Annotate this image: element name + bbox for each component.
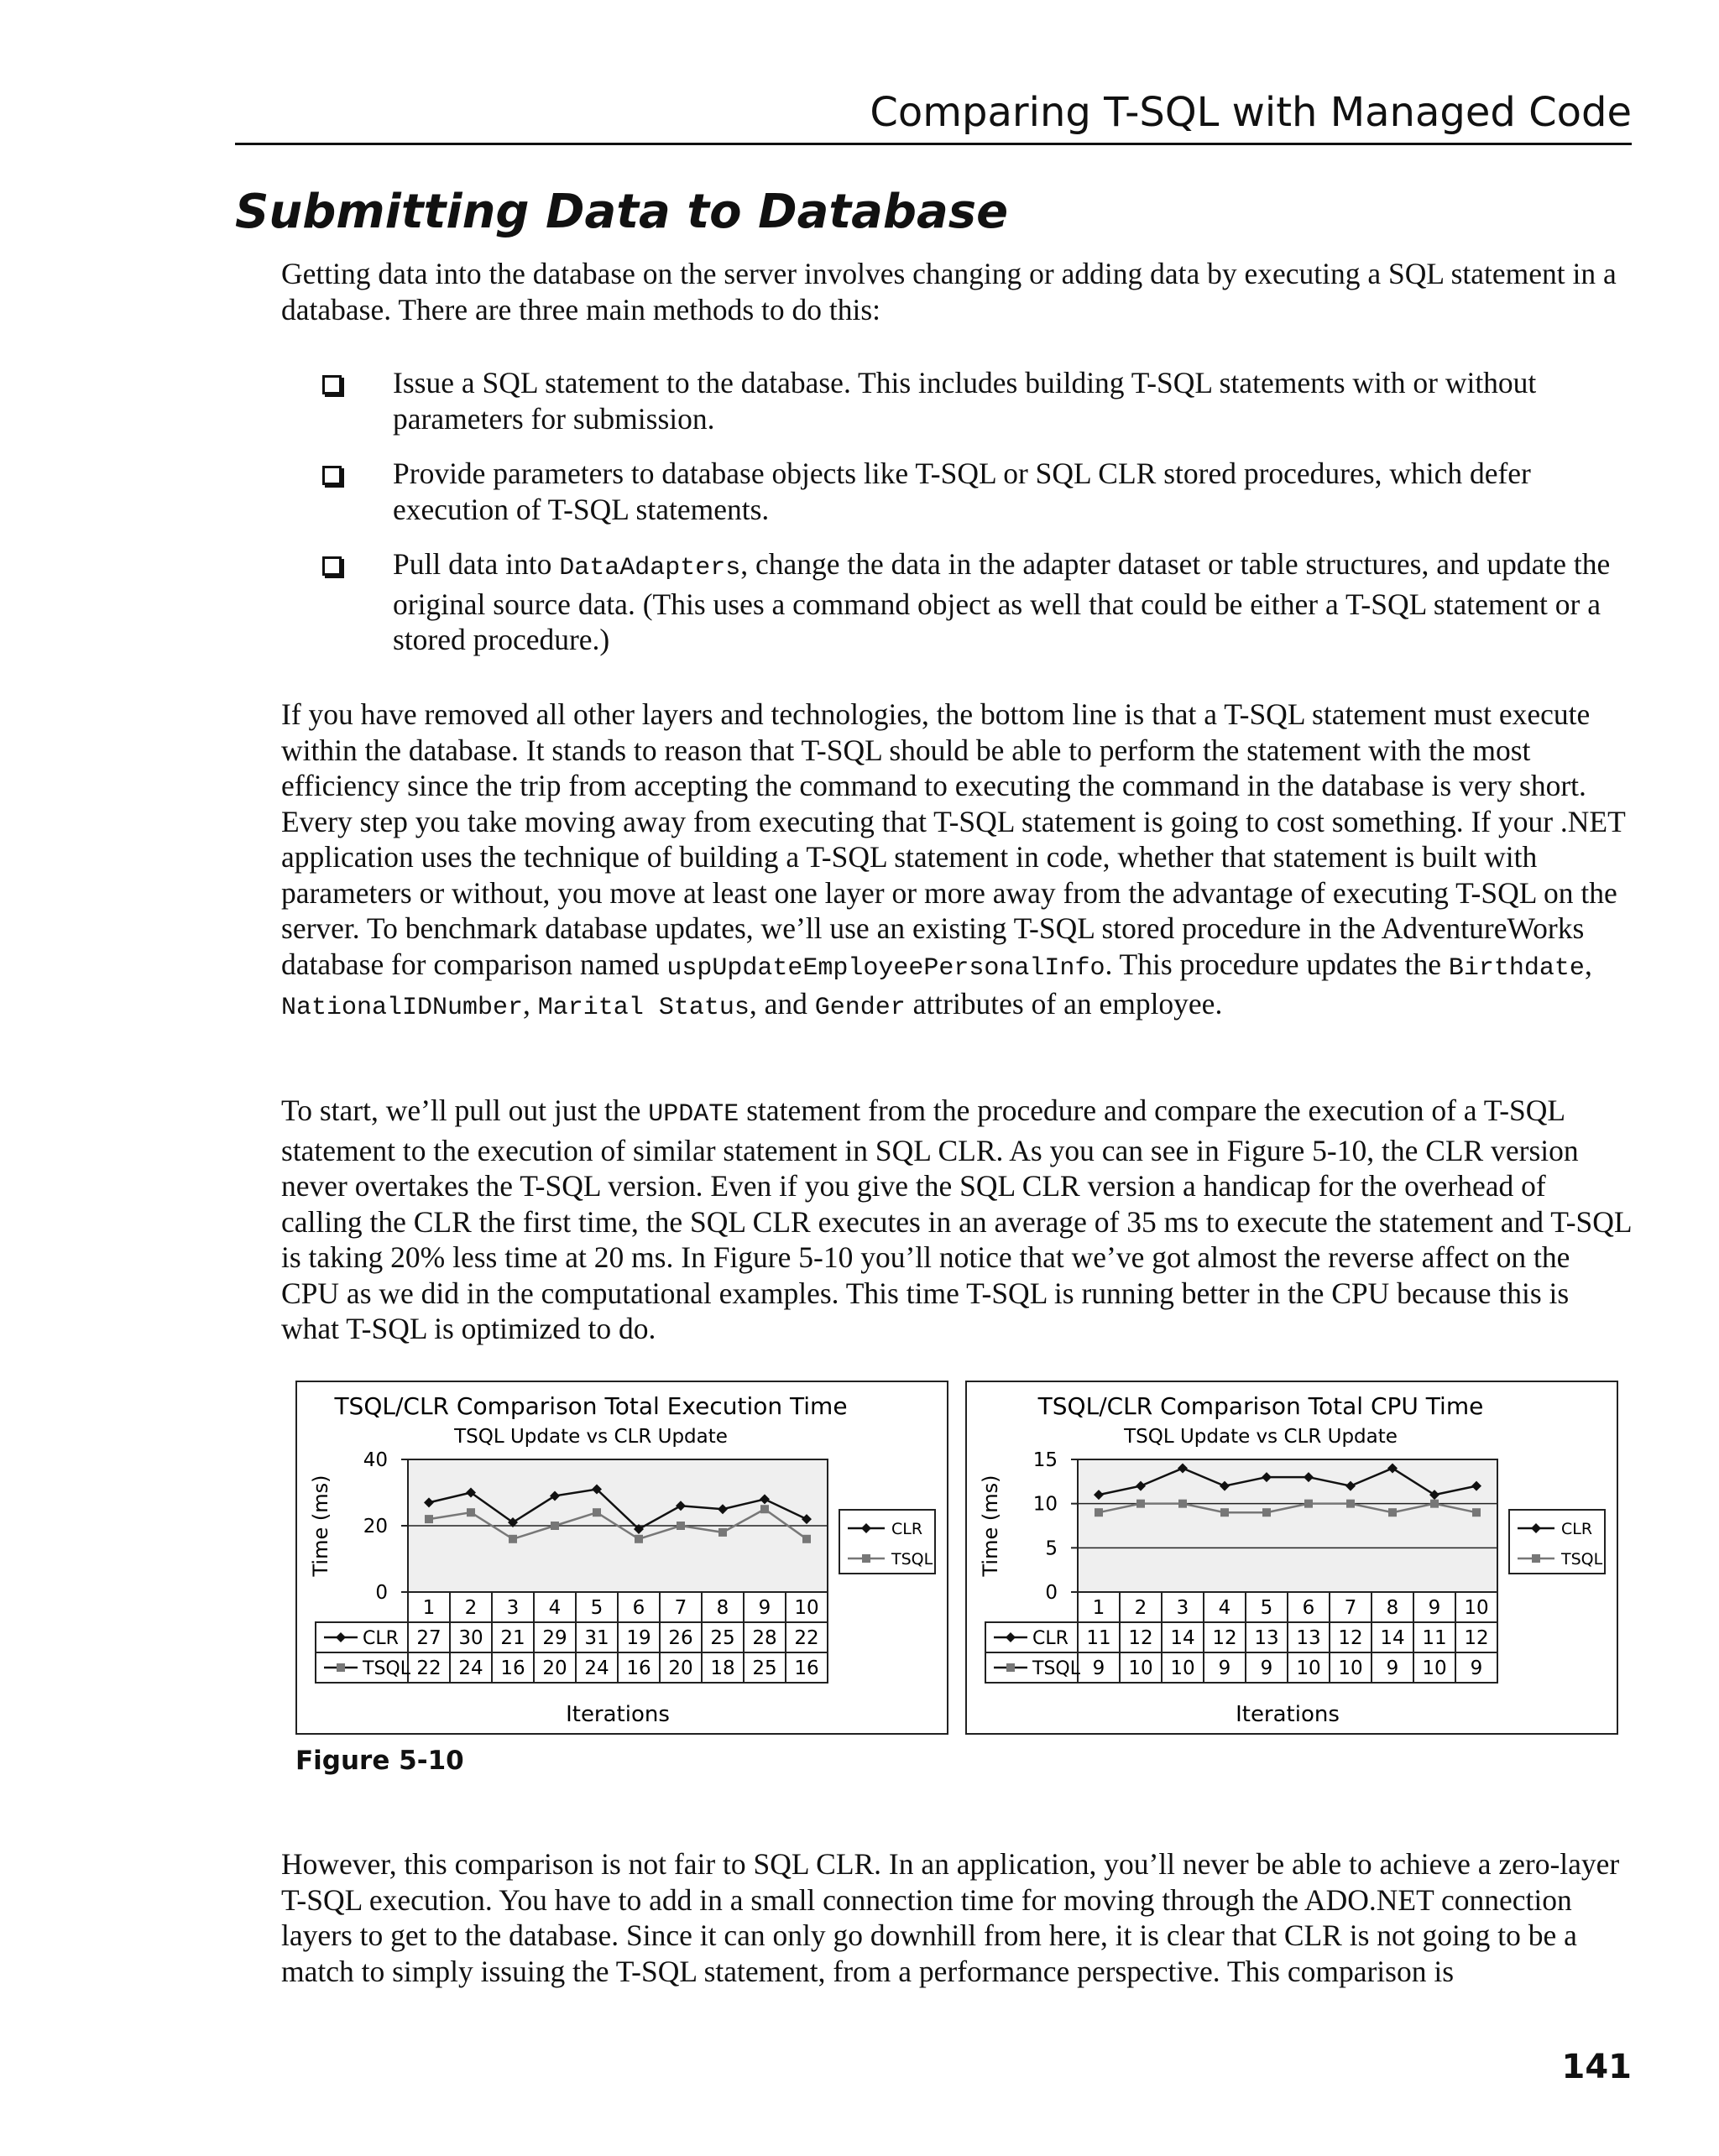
exec-series-tsql-point: [760, 1505, 769, 1513]
para2-text3: attributes of an employee.: [905, 987, 1223, 1021]
intro-text: Getting data into the database on the server involves changing or adding data by executing a SQL statement in a database. There are three main methods to do this:: [281, 257, 1617, 326]
exec-x-tick-label: 3: [506, 1597, 520, 1619]
cpu-y-axis-label: Time (ms): [979, 1475, 1002, 1577]
exec-table-value: 31: [584, 1627, 609, 1649]
cpu-table-value: 10: [1170, 1657, 1195, 1679]
cpu-table-value: 9: [1260, 1657, 1273, 1679]
exec-y-axis-label: Time (ms): [309, 1475, 332, 1577]
cpu-x-tick-label: 5: [1260, 1597, 1273, 1619]
cpu-table-value: 11: [1086, 1627, 1111, 1649]
cpu-table-value: 12: [1212, 1627, 1237, 1649]
chart-execution-time-svg: [297, 1382, 947, 1733]
exec-x-tick-label: 6: [632, 1597, 645, 1619]
exec-x-axis-label: Iterations: [566, 1702, 670, 1727]
cpu-table-value: 14: [1380, 1627, 1405, 1649]
exec-x-tick-label: 9: [758, 1597, 771, 1619]
cpu-series-tsql-point: [1304, 1500, 1313, 1508]
cpu-table-value: 10: [1296, 1657, 1321, 1679]
cpu-series-tsql-point: [1262, 1508, 1271, 1517]
para3-post: statement from the procedure and compare the execution of a T-SQL statement to the execution of similar statement in SQL CLR. As you can see in Figure 5-10, the CLR version never overtakes the T-SQL version. Even if you give the SQL CLR version a handicap for the overhead of calling the CLR the first time, the SQL CLR executes in an average of 35 ms to execute the statement and T-SQL is taking 20% less time at 20 ms. In Figure 5-10 you’ll notice that we’ve got almost the reverse affect on the CPU as we did in the computational examples. This time T-SQL is running better in the CPU because this is what T-SQL is optimized to do.: [281, 1094, 1632, 1345]
cpu-table-key-marker: [1006, 1663, 1015, 1672]
cpu-x-tick-label: 10: [1464, 1597, 1489, 1619]
bullet-item-3-text-post: , change the data in the adapter dataset or table structures, and update the original source data. (This uses a command object as well that could be either a T-SQL statement or a stored procedure.): [393, 547, 1611, 656]
cpu-table-value: 10: [1128, 1657, 1153, 1679]
exec-table-value: 24: [458, 1657, 483, 1679]
exec-table-value: 22: [416, 1657, 442, 1679]
exec-table-value: 29: [542, 1627, 567, 1649]
exec-table-series-name: TSQL: [363, 1658, 410, 1679]
exec-table-value: 25: [710, 1627, 735, 1649]
bullet-list: [319, 365, 1634, 677]
exec-table-series-name: CLR: [363, 1628, 399, 1649]
cpu-table-value: 9: [1470, 1657, 1483, 1679]
exec-legend-label: CLR: [891, 1520, 923, 1538]
exec-series-tsql-point: [677, 1522, 685, 1530]
cpu-legend-label: TSQL: [1561, 1550, 1603, 1569]
bullet-item-3-code: DataAdapters: [559, 554, 741, 582]
cpu-table-value: 9: [1386, 1657, 1399, 1679]
exec-table-value: 30: [458, 1627, 483, 1649]
exec-series-tsql-point: [593, 1508, 601, 1517]
exec-x-tick-label: 4: [548, 1597, 562, 1619]
cpu-x-tick-label: 4: [1218, 1597, 1231, 1619]
update-code: UPDATE: [648, 1100, 739, 1129]
exec-table-value: 21: [500, 1627, 525, 1649]
attr-gender-code: Gender: [814, 994, 906, 1022]
cpu-y-tick-label: 15: [1032, 1449, 1058, 1471]
cpu-y-tick-label: 0: [1045, 1582, 1058, 1604]
cpu-table-value: 9: [1218, 1657, 1231, 1679]
para2-sep3: , and: [749, 987, 815, 1021]
cpu-x-tick-label: 3: [1176, 1597, 1189, 1619]
para2-sep1: ,: [1584, 947, 1592, 981]
running-title: Comparing T-SQL with Managed Code: [870, 89, 1632, 136]
exec-series-tsql-point: [718, 1528, 727, 1537]
cpu-series-tsql-point: [1178, 1500, 1187, 1508]
cpu-legend-marker: [1532, 1554, 1540, 1563]
chart-cpu-time-svg: [967, 1382, 1617, 1733]
cpu-table-value: 11: [1422, 1627, 1447, 1649]
cpu-table-key-marker: [1006, 1632, 1016, 1642]
bullet-item-3: [319, 546, 1634, 658]
attr-birthdate-code: Birthdate: [1448, 953, 1585, 983]
exec-chart-subtitle: TSQL Update vs CLR Update: [454, 1426, 728, 1448]
cpu-table-series-name: TSQL: [1032, 1658, 1080, 1679]
para2-text: If you have removed all other layers and technologies, the bottom line is that a T-SQL statement must execute within the database. It stands to reason that T-SQL should be able to perform the statement with the most efficiency since the trip from accepting the command to executing the command in the database is very short. Every step you take moving away from executing that T-SQL statement is going to cost something. If your .NET application uses the technique of building a T-SQL statement in code, whether that statement is built with parameters or without, you move at least one layer or more away from the advantage of executing T-SQL on the server. To benchmark database updates, we’ll use an existing T-SQL stored procedure in the AdventureWorks database for comparison named: [281, 697, 1626, 981]
exec-table-value: 16: [500, 1657, 525, 1679]
exec-table-value: 25: [752, 1657, 777, 1679]
exec-legend-marker: [862, 1554, 870, 1563]
cpu-legend-label: CLR: [1561, 1520, 1593, 1538]
para2-text2: . This procedure updates the: [1105, 947, 1449, 981]
cpu-series-tsql-point: [1346, 1500, 1355, 1508]
cpu-table-value: 14: [1170, 1627, 1195, 1649]
bullet-item-1: [319, 365, 1634, 436]
cpu-series-tsql-point: [1220, 1508, 1229, 1517]
para4-text: However, this comparison is not fair to SQL CLR. In an application, you’ll never be able to achieve a zero-layer T-SQL execution. You have to add in a small connection time for moving through the ADO.NET connection layers to get to the database. Since it can only go downhill from here, it is clear that CLR is not going to be a match to simply issuing the T-SQL statement, from a performance perspective. This comparison is: [281, 1847, 1620, 1988]
figure-caption: Figure 5-10: [295, 1746, 464, 1776]
exec-table-value: 26: [668, 1627, 693, 1649]
exec-x-tick-label: 10: [794, 1597, 819, 1619]
exec-table-value: 24: [584, 1657, 609, 1679]
exec-legend-label: TSQL: [891, 1550, 933, 1569]
exec-x-tick-label: 5: [590, 1597, 603, 1619]
body-paragraph-4: [281, 1846, 1634, 1989]
para3-pre: To start, we’ll pull out just the: [281, 1094, 649, 1127]
exec-table-value: 19: [626, 1627, 651, 1649]
cpu-chart-title: TSQL/CLR Comparison Total CPU Time: [1037, 1392, 1484, 1420]
attr-marital-code: Marital Status: [537, 994, 750, 1022]
cpu-x-axis-label: Iterations: [1236, 1702, 1340, 1727]
cpu-x-tick-label: 7: [1344, 1597, 1357, 1619]
cpu-series-tsql-point: [1388, 1508, 1397, 1517]
cpu-table-value: 12: [1128, 1627, 1153, 1649]
cpu-x-tick-label: 9: [1428, 1597, 1441, 1619]
cpu-series-tsql-point: [1430, 1500, 1439, 1508]
cpu-table-value: 13: [1254, 1627, 1279, 1649]
section-title: Submitting Data to Database: [235, 185, 1009, 239]
cpu-table-value: 12: [1338, 1627, 1363, 1649]
cpu-x-tick-label: 8: [1386, 1597, 1399, 1619]
checkbox-bullet-icon: [322, 375, 342, 394]
exec-table-value: 28: [752, 1627, 777, 1649]
exec-table-value: 22: [794, 1627, 819, 1649]
exec-series-tsql-point: [509, 1535, 517, 1543]
exec-table-value: 16: [794, 1657, 819, 1679]
exec-x-tick-label: 1: [422, 1597, 436, 1619]
checkbox-bullet-icon: [322, 466, 342, 485]
cpu-x-tick-label: 2: [1134, 1597, 1147, 1619]
cpu-table-value: 10: [1422, 1657, 1447, 1679]
cpu-x-tick-label: 6: [1302, 1597, 1315, 1619]
body-paragraph-3: [281, 1093, 1634, 1347]
chart-cpu-time: [965, 1381, 1618, 1735]
cpu-series-tsql-point: [1472, 1508, 1481, 1517]
bullet-item-2-text: Provide parameters to database objects like T-SQL or SQL CLR stored procedures, which defer execution of T-SQL statements.: [393, 457, 1531, 526]
cpu-table-value: 12: [1464, 1627, 1489, 1649]
cpu-table-value: 13: [1296, 1627, 1321, 1649]
para2-sep2: ,: [523, 987, 538, 1021]
exec-y-tick-label: 0: [375, 1582, 388, 1604]
exec-series-tsql-point: [551, 1522, 559, 1530]
exec-table-value: 20: [542, 1657, 567, 1679]
page-number: 141: [1561, 2048, 1632, 2086]
proc-name-code: uspUpdateEmployeePersonalInfo: [666, 953, 1105, 983]
chart-execution-time: [295, 1381, 948, 1735]
exec-series-tsql-point: [425, 1515, 433, 1523]
running-head: [235, 91, 1632, 145]
cpu-table-value: 10: [1338, 1657, 1363, 1679]
body-paragraph-2: [281, 697, 1634, 1026]
exec-series-tsql-point: [802, 1535, 811, 1543]
cpu-table-series-name: CLR: [1032, 1628, 1068, 1649]
exec-table-key-marker: [337, 1663, 345, 1672]
exec-table-key-marker: [336, 1632, 346, 1642]
cpu-series-tsql-point: [1095, 1508, 1103, 1517]
cpu-series-tsql-point: [1136, 1500, 1145, 1508]
exec-chart-title: TSQL/CLR Comparison Total Execution Time: [334, 1392, 848, 1420]
bullet-item-1-text: Issue a SQL statement to the database. This includes building T-SQL statements with or without parameters for submission.: [393, 366, 1537, 436]
checkbox-bullet-icon: [322, 556, 342, 576]
exec-x-tick-label: 8: [716, 1597, 729, 1619]
cpu-chart-subtitle: TSQL Update vs CLR Update: [1124, 1426, 1398, 1448]
attr-nationalid-code: NationalIDNumber: [281, 994, 524, 1022]
cpu-x-tick-label: 1: [1092, 1597, 1105, 1619]
exec-x-tick-label: 7: [674, 1597, 687, 1619]
exec-table-value: 20: [668, 1657, 693, 1679]
bullet-item-2: [319, 456, 1634, 527]
exec-y-tick-label: 40: [363, 1449, 388, 1471]
cpu-table-value: 9: [1092, 1657, 1105, 1679]
cpu-plot-area: [1078, 1459, 1497, 1592]
exec-series-tsql-point: [635, 1535, 643, 1543]
exec-y-tick-label: 20: [363, 1516, 388, 1537]
cpu-y-tick-label: 5: [1045, 1537, 1058, 1560]
exec-x-tick-label: 2: [464, 1597, 478, 1619]
exec-table-value: 27: [416, 1627, 442, 1649]
exec-table-value: 18: [710, 1657, 735, 1679]
exec-series-tsql-point: [467, 1508, 475, 1517]
cpu-y-tick-label: 10: [1032, 1493, 1058, 1516]
exec-table-value: 16: [626, 1657, 651, 1679]
intro-paragraph: [281, 256, 1634, 327]
bullet-item-3-text-pre: Pull data into: [393, 547, 560, 581]
